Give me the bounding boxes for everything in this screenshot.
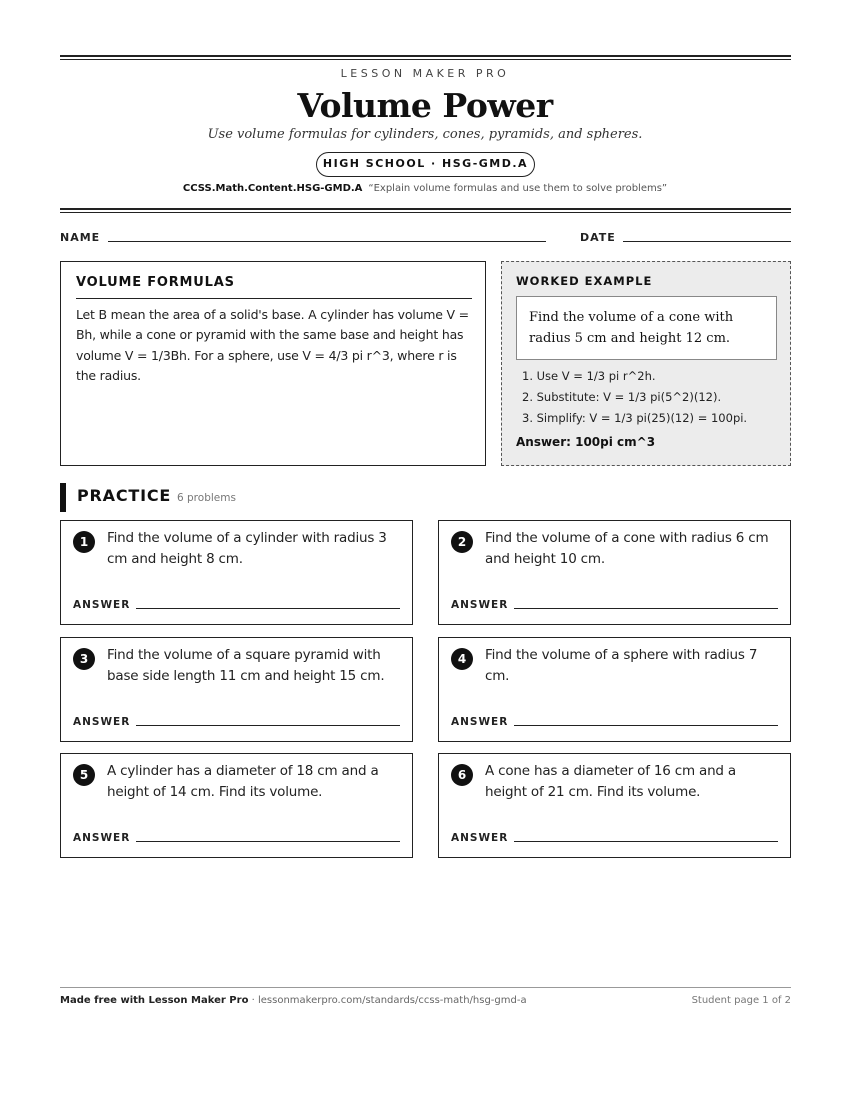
volume-formulas-panel bbox=[60, 261, 486, 466]
problem-number: 4 bbox=[451, 648, 473, 670]
problem-card-3 bbox=[60, 637, 413, 742]
standard-description: “Explain volume formulas and use them to solve problems” bbox=[368, 183, 668, 194]
brand-name: LESSON MAKER PRO bbox=[340, 67, 510, 80]
date-field[interactable] bbox=[623, 241, 791, 242]
problem-text: A cylinder has a diameter of 18 cm and a height of 14 cm. Find its volume. bbox=[107, 763, 379, 800]
date-label: DATE bbox=[580, 231, 616, 244]
worked-example-panel bbox=[501, 261, 791, 466]
worked-example-heading: WORKED EXAMPLE bbox=[516, 274, 653, 288]
worked-example-answer: Answer: 100pi cm^3 bbox=[516, 435, 656, 449]
answer-field[interactable] bbox=[136, 841, 400, 842]
problem-number: 5 bbox=[73, 764, 95, 786]
footer-page-number: Student page 1 of 2 bbox=[691, 995, 791, 1006]
standard-code: CCSS.Math.Content.HSG-GMD.A bbox=[182, 183, 363, 194]
grade-badge: HIGH SCHOOL · HSG-GMD.A bbox=[316, 152, 535, 177]
header-top-rule bbox=[60, 55, 791, 60]
practice-heading: PRACTICE bbox=[77, 486, 172, 505]
formulas-heading: VOLUME FORMULAS bbox=[76, 275, 235, 290]
formulas-divider bbox=[76, 298, 472, 299]
answer-field[interactable] bbox=[136, 725, 400, 726]
problem-card-5 bbox=[60, 753, 413, 858]
worked-example-step: 1. Use V = 1/3 pi r^2h. bbox=[522, 369, 656, 383]
answer-label: ANSWER bbox=[73, 599, 131, 611]
footer-rule bbox=[60, 987, 791, 988]
footer-credit bbox=[60, 995, 527, 1006]
answer-label: ANSWER bbox=[451, 599, 509, 611]
answer-label: ANSWER bbox=[451, 832, 509, 844]
worked-example-problem: Find the volume of a cone with radius 5 cm and height 12 cm. bbox=[516, 296, 777, 360]
problem-text: A cone has a diameter of 16 cm and a height of 21 cm. Find its volume. bbox=[485, 763, 736, 800]
problem-card-1 bbox=[60, 520, 413, 625]
name-label: NAME bbox=[60, 231, 101, 244]
problem-card-4 bbox=[438, 637, 791, 742]
name-field[interactable] bbox=[108, 241, 546, 242]
problem-number: 3 bbox=[73, 648, 95, 670]
standard-line bbox=[0, 183, 850, 194]
practice-count: 6 problems bbox=[177, 492, 236, 504]
problem-text: Find the volume of a cylinder with radius 3 cm and height 8 cm. bbox=[107, 530, 387, 567]
worked-example-step: 2. Substitute: V = 1/3 pi(5^2)(12). bbox=[522, 390, 722, 404]
problem-number: 2 bbox=[451, 531, 473, 553]
problem-card-6 bbox=[438, 753, 791, 858]
answer-label: ANSWER bbox=[451, 716, 509, 728]
answer-field[interactable] bbox=[514, 725, 778, 726]
answer-field[interactable] bbox=[514, 841, 778, 842]
page-subtitle: Use volume formulas for cylinders, cones, pyramids, and spheres. bbox=[207, 127, 643, 142]
footer-url[interactable]: · lessonmakerpro.com/standards/ccss-math/hsg-gmd-a bbox=[251, 995, 527, 1006]
answer-label: ANSWER bbox=[73, 832, 131, 844]
page-title: Volume Power bbox=[297, 86, 553, 125]
problem-number: 6 bbox=[451, 764, 473, 786]
practice-accent-bar bbox=[60, 483, 66, 512]
problem-card-2 bbox=[438, 520, 791, 625]
footer-made-with: Made free with Lesson Maker Pro bbox=[60, 995, 249, 1006]
problem-text: Find the volume of a square pyramid with base side length 11 cm and height 15 cm. bbox=[107, 647, 385, 684]
answer-field[interactable] bbox=[514, 608, 778, 609]
formulas-body: Let B mean the area of a solid's base. A cylinder has volume V = Bh, while a cone or pyramid with the same base and height has volume V = 1/3Bh. For a sphere, use V = 4/3 pi r^3, where r is the radius. bbox=[76, 307, 469, 383]
problem-text: Find the volume of a sphere with radius 7 cm. bbox=[485, 647, 758, 684]
worked-example-step: 3. Simplify: V = 1/3 pi(25)(12) = 100pi. bbox=[522, 411, 748, 425]
header-bottom-rule bbox=[60, 208, 791, 213]
answer-field[interactable] bbox=[136, 608, 400, 609]
problem-text: Find the volume of a cone with radius 6 cm and height 10 cm. bbox=[485, 530, 769, 567]
problem-number: 1 bbox=[73, 531, 95, 553]
answer-label: ANSWER bbox=[73, 716, 131, 728]
worked-example-steps bbox=[522, 366, 747, 429]
